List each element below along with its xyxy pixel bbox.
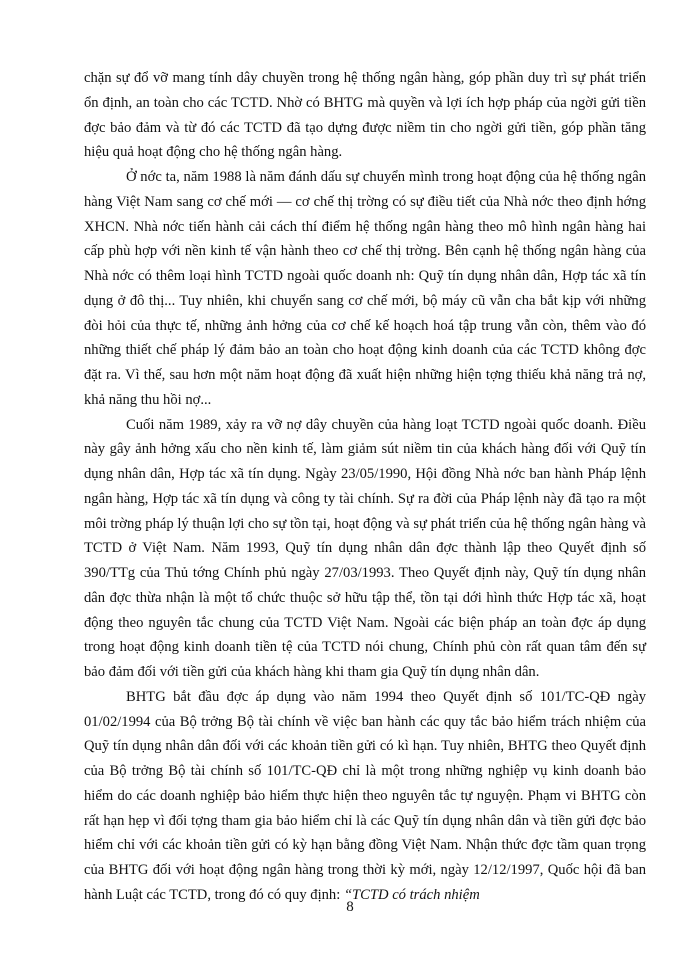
paragraph-4-text: BHTG bắt đầu đợc áp dụng vào năm 1994 theo Quyết định số 101/TC-QĐ ngày 01/02/1994 của Bộ trởng Bộ tài chính về việc ban hành các quy tắc bảo hiểm trách nhiệm của Quỹ tín dụng nhân dân đối với các khoản tiền gửi có kì hạn. Tuy nhiên, BHTG theo Quyết định của Bộ trởng Bộ tài chính số 101/TC-QĐ chỉ là một trong những nghiệp vụ kinh doanh bảo hiểm do các doanh nghiệp bảo hiểm thực hiện theo nguyên tắc tự nguyện. Phạm vi BHTG còn rất hạn hẹp vì đối tợng tham gia bảo hiểm chỉ là các Quỹ tín dụng nhân dân và tiền gửi đợc bảo hiểm chỉ với các khoản tiền gửi có kỳ hạn bằng đồng Việt Nam. Nhận thức đợc tầm quan trọng của BHTG đối với hoạt động ngân hàng trong thời kỳ mới, ngày 12/12/1997, Quốc hội đã ban hành Luật các TCTD, trong đó có quy định:	[84, 688, 646, 903]
paragraph-2: Ở nớc ta, năm 1988 là năm đánh dấu sự chuyển mình trong hoạt động của hệ thống ngân hàng Việt Nam sang cơ chế mới — cơ chế thị trờng có sự điều tiết của Nhà nớc theo định hớng XHCN. Nhà nớc tiến hành cải cách thí điểm hệ thống ngân hàng theo mô hình ngân hàng hai cấp phù hợp với nền kinh tế vận hành theo cơ chế thị trờng. Bên cạnh hệ thống ngân hàng của Nhà nớc có thêm loại hình TCTD ngoài quốc doanh nh: Quỹ tín dụng nhân dân, Hợp tác xã tín dụng ở đô thị... Tuy nhiên, khi chuyển sang cơ chế mới, bộ máy cũ vẫn cha bắt kịp với những đòi hỏi của thực tế, những ảnh hởng của cơ chế kế hoạch hoá tập trung vẫn còn, thêm vào đó những thiết chế pháp lý đảm bảo an toàn cho hoạt động kinh doanh của các TCTD không đợc đặt ra. Vì thế, sau hơn một năm hoạt động đã xuất hiện những hiện tợng thiếu khả năng trả nợ, khả năng thu hồi nợ...	[84, 169, 646, 408]
paragraph-3: Cuối năm 1989, xảy ra vỡ nợ dây chuyền của hàng loạt TCTD ngoài quốc doanh. Điều này gây ảnh hởng xấu cho nền kinh tế, làm giảm sút niềm tin của khách hàng đối với Quỹ tín dụng nhân dân, Hợp tác xã tín dụng. Ngày 23/05/1990, Hội đồng Nhà nớc ban hành Pháp lệnh ngân hàng, Hợp tác xã tín dụng và công ty tài chính. Sự ra đời của Pháp lệnh này đã tạo ra một môi trờng pháp lý thuận lợi cho sự tồn tại, hoạt động và sự phát triển của hệ thống ngân hàng và TCTD ở Việt Nam. Năm 1993, Quỹ tín dụng nhân dân đợc thành lập theo Quyết định số 390/TTg của Thủ tớng Chính phủ ngày 27/03/1993. Theo Quyết định này, Quỹ tín dụng nhân dân đợc thừa nhận là một tổ chức thuộc sở hữu tập thể, tồn tại dới hình thức Hợp tác xã, hoạt động theo nguyên tắc chung của TCTD Việt Nam. Ngoài các biện pháp an toàn đợc áp dụng trong hoạt động kinh doanh tiền tệ của TCTD nói chung, Chính phủ còn rất quan tâm đến sự bảo đảm đối với tiền gửi của khách hàng khi tham gia Quỹ tín dụng nhân dân.	[84, 416, 646, 680]
body-text	[84, 66, 646, 908]
paragraph-4-quote: “TCTD có trách nhiệm	[343, 886, 480, 903]
paragraph-4	[84, 685, 646, 908]
page-number: 8	[346, 899, 354, 915]
paragraph-1: chặn sự đổ vỡ mang tính dây chuyền trong hệ thống ngân hàng, góp phần duy trì sự phát triển ổn định, an toàn cho các TCTD. Nhờ có BHTG mà quyền và lợi ích hợp pháp của ngời gửi tiền đợc bảo đảm và từ đó các TCTD đã tạo dựng được niềm tin cho ngời gửi tiền, góp phần tăng hiệu quả hoạt động cho hệ thống ngân hàng.	[84, 70, 646, 161]
